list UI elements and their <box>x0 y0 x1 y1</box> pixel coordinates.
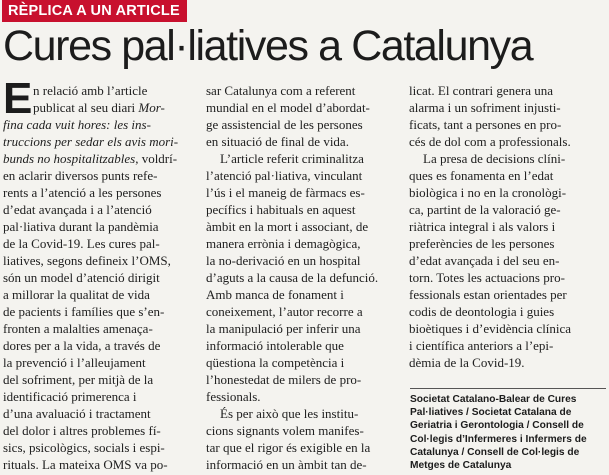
text-line: torn. Totes les actuacions pro- <box>409 270 565 285</box>
signature-line: Societat Catalano-Balear de Cures <box>410 394 577 405</box>
text-line: licat. El contrari genera una <box>409 83 554 98</box>
text-line: la no-derivació en un hospital <box>206 253 361 268</box>
signature-line: Catalunya / Consell de Col·legis de <box>410 446 580 458</box>
text-line: sar Catalunya com a referent <box>206 83 356 98</box>
text-line: biològica i no en la cronològi- <box>409 185 567 200</box>
text-line: pecífics i habituals en aquest <box>206 202 356 217</box>
text-line: informació en un àmbit tan de- <box>206 457 367 472</box>
text-line: són un model d’atenció dirigit <box>3 270 160 285</box>
text-line: de la Covid-19. Les cures pal- <box>3 236 160 251</box>
signatories-block <box>410 388 606 472</box>
text-line: fina cada vuit hores: les ins- <box>3 117 151 132</box>
text-line: l’ús i el maneig de fàrmacs es- <box>206 185 365 200</box>
text-line: manera errònia i demagògica, <box>206 236 361 251</box>
text-line: d’edat avançada i del seu en- <box>409 253 560 268</box>
text-line: en aclarir diversos punts refe- <box>3 168 158 183</box>
text-line: del sofriment, per mitjà de la <box>3 372 154 387</box>
text-line: coneixement, l’autor recorre a <box>206 304 363 319</box>
text-line: rents a l’atenció a les persones <box>3 185 162 200</box>
article-column-3 <box>409 82 605 371</box>
article-column-1 <box>3 74 199 473</box>
text-line: riàtrica integral i als valors i <box>409 219 556 234</box>
text-line: bunds no hospitalitzables, voldrí- <box>3 151 178 166</box>
text-line: ques es fonamenta en l’edat <box>409 168 554 183</box>
text-line: la manipulació per inferir una <box>206 321 361 336</box>
text-line: truccions per sedar els avis mori- <box>3 134 179 149</box>
text-line: d’aguts a la causa de la defunció. <box>206 270 379 285</box>
text-line: la prevenció i l’alleujament <box>3 355 146 370</box>
text-line: del dolor i altres problemes fí- <box>3 423 161 438</box>
text-line: bioètiques i d’evidència clínica <box>409 321 572 336</box>
text-line: dores per a la vida, a través de <box>3 338 161 353</box>
text-line: preferències de les persones <box>409 236 555 251</box>
text-line: l’honestedat de milers de pro- <box>206 372 362 387</box>
text-line: en situació de final de vida. <box>206 134 349 149</box>
text-line: fessionals. <box>206 389 261 404</box>
signature-line: Metges de Catalunya <box>410 460 512 472</box>
text-line: ge assistencial de les persones <box>206 117 363 132</box>
text-line: L’article referit criminalitza <box>220 151 364 166</box>
text-line: l’atenció pal·liativa, vinculant <box>206 168 363 183</box>
text-line: i científica anteriors a l’epi- <box>409 338 554 353</box>
text-line: És per això que les institu- <box>220 406 359 421</box>
text-line: pal·liativa durant la pandèmia <box>3 219 159 234</box>
text-line: alarma i un sofriment injusti- <box>409 100 561 115</box>
article-headline: Cures pal·liatives a Catalunya <box>3 22 533 70</box>
text-line: rituals. La mateixa OMS va po- <box>3 457 168 472</box>
text-line: qüestiona la competència i <box>206 355 345 370</box>
text-line: fronten a malalties amenaça- <box>3 321 153 336</box>
text-line: cés de dol com a professionals. <box>409 134 571 149</box>
text-line: cions signants volem manifes- <box>206 423 364 438</box>
text-line: àmbit en la mort i associant, de <box>206 219 369 234</box>
text-line: a millorar la qualitat de vida <box>3 287 150 302</box>
text-line: fessionals estan orientades per <box>409 287 567 302</box>
text-line: sics, psicològics, socials i espi- <box>3 440 165 455</box>
text-line: dèmia de la Covid-19. <box>409 355 525 370</box>
text-line: de pacients i famílies que s’en- <box>3 304 165 319</box>
text-line: codis de deontologia i guies <box>409 304 555 319</box>
text-line: n relació amb l’article <box>33 83 148 98</box>
text-line: identificació primerenca i <box>3 389 137 404</box>
text-line: liatives, segons defineix l’OMS, <box>3 253 171 268</box>
text-line: ficats, tant a persones en pro- <box>409 117 562 132</box>
text-line: d’una avaluació i tractament <box>3 406 151 421</box>
text-line: Amb manca de fonament i <box>206 287 344 302</box>
signature-line: Geriatria i Gerontologia / Consell de <box>410 420 584 432</box>
text-line: d’edat avançada i a l’atenció <box>3 202 152 217</box>
drop-cap: E <box>3 74 33 123</box>
text-line: tar que el rigor és exigible en la <box>206 440 371 455</box>
text-line: informació intolerable que <box>206 338 344 353</box>
text-line: mundial en el model d’abordat- <box>206 100 370 115</box>
article-column-2 <box>206 82 400 473</box>
section-kicker: RÈPLICA A UN ARTICLE <box>2 0 187 22</box>
text-line: ca, partint de la valoració ge- <box>409 202 561 217</box>
text-line: publicat al seu diari Mor- <box>33 100 165 115</box>
signature-line: Col·legis d’Infermeres i Infermers de <box>410 433 587 445</box>
text-line: La presa de decisions clíni- <box>423 151 566 166</box>
signature-line: Pal·liatives / Societat Catalana de <box>410 407 572 419</box>
